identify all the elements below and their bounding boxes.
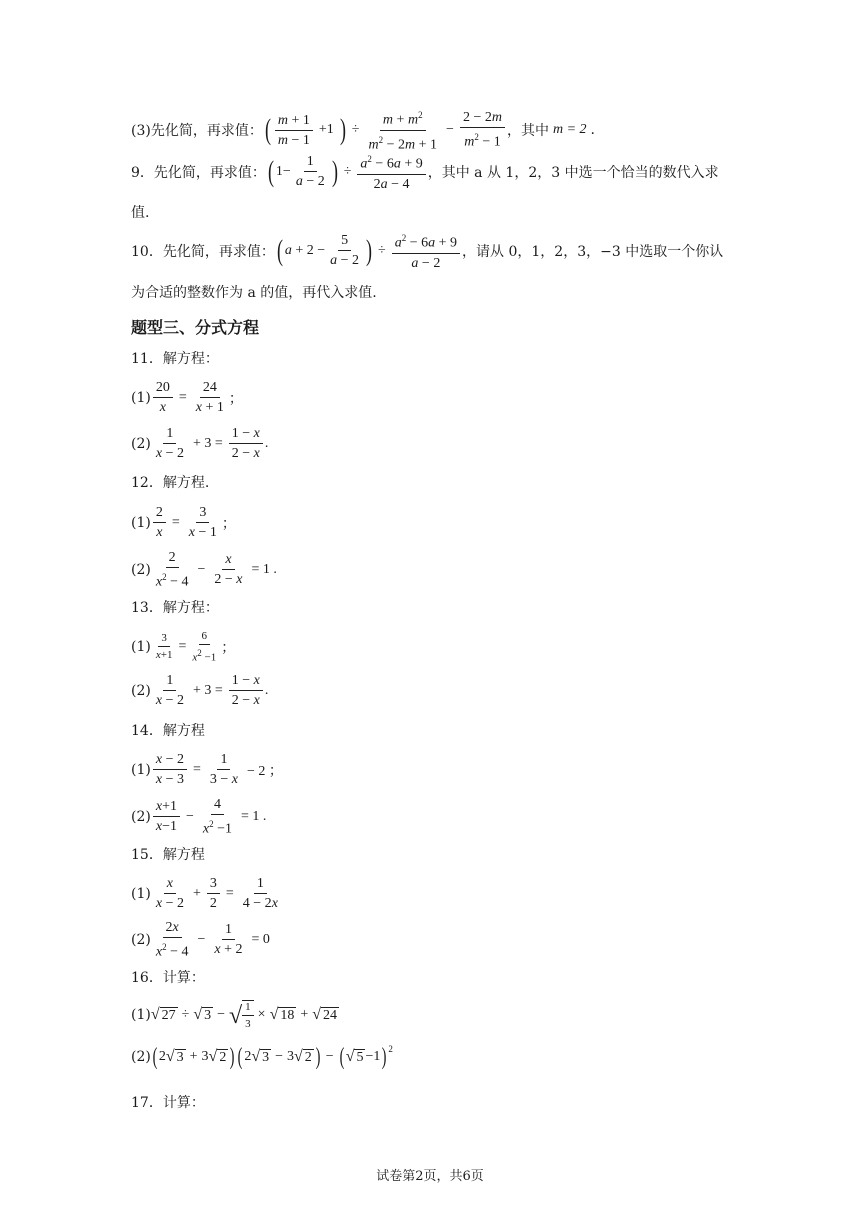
q10-expression: ( a + 2 − $\frac{5}{a - 2}$ ) ÷ $\frac{a^2 - 6a + 9}{a - 2}$ xyxy=(275,231,462,271)
question-9-continued: 值. xyxy=(131,205,150,221)
q11-part2: (2) $\frac{1}{x - 2}$ + 3 = $\frac{1 - x}{2 - x}$ . xyxy=(131,426,269,461)
q8-part3-expression: ( $\frac{m + 1}{m - 1}$ +1 ) ÷ $\frac{m + m^2}{m^2 - 2m + 1}$ − $\frac{2 - 2m}{m^2 - 1}$ xyxy=(263,108,507,152)
question-16: 16．计算： xyxy=(131,970,205,986)
question-17: 17．计算： xyxy=(131,1095,205,1111)
q13-part1: (1) $\frac{3}{x+1}$ = $\frac{6}{x^2 -1}$ ； xyxy=(131,630,236,664)
q16-part1: (1) √ 27 ÷ √ 3 − √ $\frac{1}{3}$ × √ 18 + √ 24 xyxy=(131,1001,338,1030)
q16-part2: (2) ( 2 √ 3 + 3 √ 2 ) ( 2 √ 3 − 3 √ 2 ) − ( √ 5 −1 ) $^2$ xyxy=(131,1044,393,1070)
q12-part1: (1) $\frac{2}{x}$ = $\frac{3}{x - 1}$ ； xyxy=(131,505,236,540)
question-10-continued: 为合适的整数作为 a 的值，再代入求值. xyxy=(131,285,377,301)
question-14: 14．解方程 xyxy=(131,723,205,739)
q12-part2: (2) $\frac{2}{x^2 - 4}$ − $\frac{x}{2 - x}$ = 1 . xyxy=(131,550,277,590)
question-10: 10．先化简，再求值： ( a + 2 − $\frac{5}{a - 2}$ ) ÷ $\frac{a^2 - 6a + 9}{a - 2}$ ，请从 0，1，2，3，−3 中选取一个你认 xyxy=(131,233,724,271)
question-11: 11．解方程： xyxy=(131,351,219,367)
q11-part1: (1) $\frac{20}{x}$ = $\frac{24}{x + 1}$ ； xyxy=(131,380,243,415)
q9-expression: ( 1− $\frac{1}{a - 2}$ ) ÷ $\frac{a^2 - 6a + 9}{2a - 4}$ xyxy=(266,152,428,192)
q14-part1: (1) $\frac{x - 2}{x - 3}$ = $\frac{1}{3 - x}$ − 2 ； xyxy=(131,752,283,787)
section-title: 题型三、分式方程 xyxy=(131,318,260,337)
question-12: 12．解方程. xyxy=(131,475,210,491)
page-footer: 试卷第2页，共6页 xyxy=(376,1169,484,1184)
q13-part2: (2) $\frac{1}{x - 2}$ + 3 = $\frac{1 - x}{2 - x}$ . xyxy=(131,673,269,708)
q8-part3: (3)先化简，再求值： ( $\frac{m + 1}{m - 1}$ +1 ) ÷ $\frac{m + m^2}{m^2 - 2m + 1}$ − $\frac{2 - 2m}{m^2 - 1}$ ，其中 m = 2 . xyxy=(131,110,595,153)
q14-part2: (2) $\frac{x+1}{x-1}$ − $\frac{4}{x^2 -1}$ = 1 . xyxy=(131,797,267,837)
q15-part1: (1) $\frac{x}{x - 2}$ + $\frac{3}{2}$ = $\frac{1}{4 - 2x}$ xyxy=(131,876,278,911)
question-9: 9．先化简，再求值： ( 1− $\frac{1}{a - 2}$ ) ÷ $\frac{a^2 - 6a + 9}{2a - 4}$ ，其中 a 从 1，2，3 中选一个恰当的数代入求 xyxy=(131,154,719,192)
question-13: 13．解方程： xyxy=(131,600,219,616)
q15-part2: (2) $\frac{2x}{x^2 - 4}$ − $\frac{1}{x + 2}$ = 0 xyxy=(131,920,270,960)
question-15: 15．解方程 xyxy=(131,847,205,863)
